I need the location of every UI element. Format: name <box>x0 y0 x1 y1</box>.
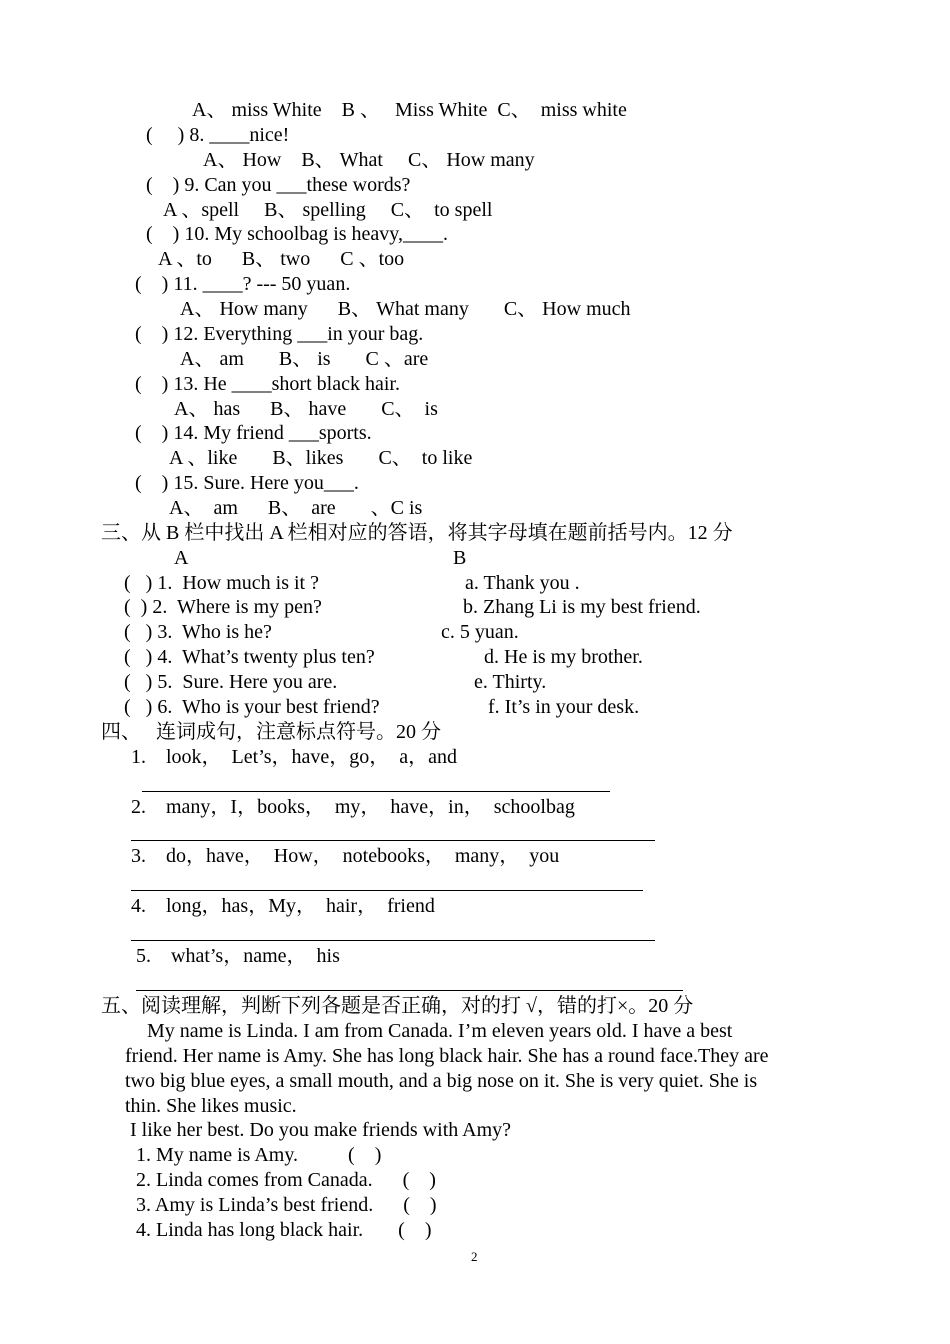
passage-line-1: My name is Linda. I am from Canada. I’m eleven years old. I have a best <box>147 1020 733 1042</box>
q11-question: ( ) 11. ____? --- 50 yuan. <box>135 273 351 295</box>
match-a-answer: a. Thank you . <box>465 572 580 594</box>
q9-options: A 、spell B、 spelling C、 to spell <box>163 199 493 221</box>
section-4-heading: 四、 连词成句，注意标点符号。20 分 <box>101 721 441 743</box>
match-2-question: ( ) 2. Where is my pen? <box>124 596 322 618</box>
q8-question: ( ) 8. ____nice! <box>146 124 290 146</box>
match-f-answer: f. It’s in your desk. <box>488 696 640 718</box>
q12-question: ( ) 12. Everything ___in your bag. <box>135 323 424 345</box>
answer-line-2 <box>131 840 655 841</box>
answer-line-3 <box>131 890 643 891</box>
words-4: 4. long，has，My， hair， friend <box>131 895 435 917</box>
match-d-answer: d. He is my brother. <box>484 646 643 668</box>
answer-line-1 <box>142 791 610 792</box>
column-a-label: A <box>174 547 189 569</box>
match-c-answer: c. 5 yuan. <box>441 621 519 643</box>
words-2: 2. many，I，books， my， have，in， schoolbag <box>131 796 575 818</box>
q13-options: A、 has B、 have C、 is <box>174 398 438 420</box>
page-number: 2 <box>471 1249 478 1264</box>
match-5-question: ( ) 5. Sure. Here you are. <box>124 671 338 693</box>
q10-question: ( ) 10. My schoolbag is heavy,____. <box>146 223 448 245</box>
q15-question: ( ) 15. Sure. Here you___. <box>135 472 359 494</box>
q13-question: ( ) 13. He ____short black hair. <box>135 373 400 395</box>
judge-2: 2. Linda comes from Canada. ( ) <box>136 1169 436 1191</box>
words-5: 5. what’s，name， his <box>136 945 340 967</box>
q14-question: ( ) 14. My friend ___sports. <box>135 422 372 444</box>
q9-question: ( ) 9. Can you ___these words? <box>146 174 411 196</box>
section-5-heading: 五、阅读理解，判断下列各题是否正确，对的打 √，错的打×。20 分 <box>101 995 694 1017</box>
judge-4: 4. Linda has long black hair. ( ) <box>136 1219 432 1241</box>
passage-line-4: thin. She likes music. <box>125 1095 297 1117</box>
match-4-question: ( ) 4. What’s twenty plus ten? <box>124 646 375 668</box>
match-3-question: ( ) 3. Who is he? <box>124 621 272 643</box>
passage-line-2: friend. Her name is Amy. She has long black hair. She has a round face.They are <box>125 1045 769 1067</box>
words-1: 1. look， Let’s，have，go， a，and <box>131 746 458 768</box>
judge-3: 3. Amy is Linda’s best friend. ( ) <box>136 1194 437 1216</box>
answer-line-5 <box>136 990 683 991</box>
match-6-question: ( ) 6. Who is your best friend? <box>124 696 380 718</box>
match-1-question: ( ) 1. How much is it ? <box>124 572 319 594</box>
section-3-heading: 三、从 B 栏中找出 A 栏相对应的答语，将其字母填在题前括号内。12 分 <box>101 522 733 544</box>
answer-line-4 <box>131 940 655 941</box>
column-b-label: B <box>453 547 467 569</box>
q8-options: A、 How B、 What C、 How many <box>203 149 535 171</box>
match-b-answer: b. Zhang Li is my best friend. <box>463 596 701 618</box>
q7-options: A、 miss White B 、 Miss White C、 miss white <box>192 99 627 121</box>
passage-line-5: I like her best. Do you make friends with Amy? <box>130 1119 512 1141</box>
match-e-answer: e. Thirty. <box>474 671 547 693</box>
q12-options: A、 am B、 is C 、are <box>180 348 429 370</box>
passage-line-3: two big blue eyes, a small mouth, and a big nose on it. She is very quiet. She is <box>125 1070 758 1092</box>
q10-options: A 、to B、 two C 、too <box>158 248 405 270</box>
words-3: 3. do，have， How， notebooks， many， you <box>131 845 560 867</box>
q14-options: A 、like B、likes C、 to like <box>169 447 473 469</box>
q11-options: A、 How many B、 What many C、 How much <box>180 298 631 320</box>
q15-options: A、 am B、 are 、C is <box>169 497 423 519</box>
judge-1: 1. My name is Amy. ( ) <box>136 1144 382 1166</box>
